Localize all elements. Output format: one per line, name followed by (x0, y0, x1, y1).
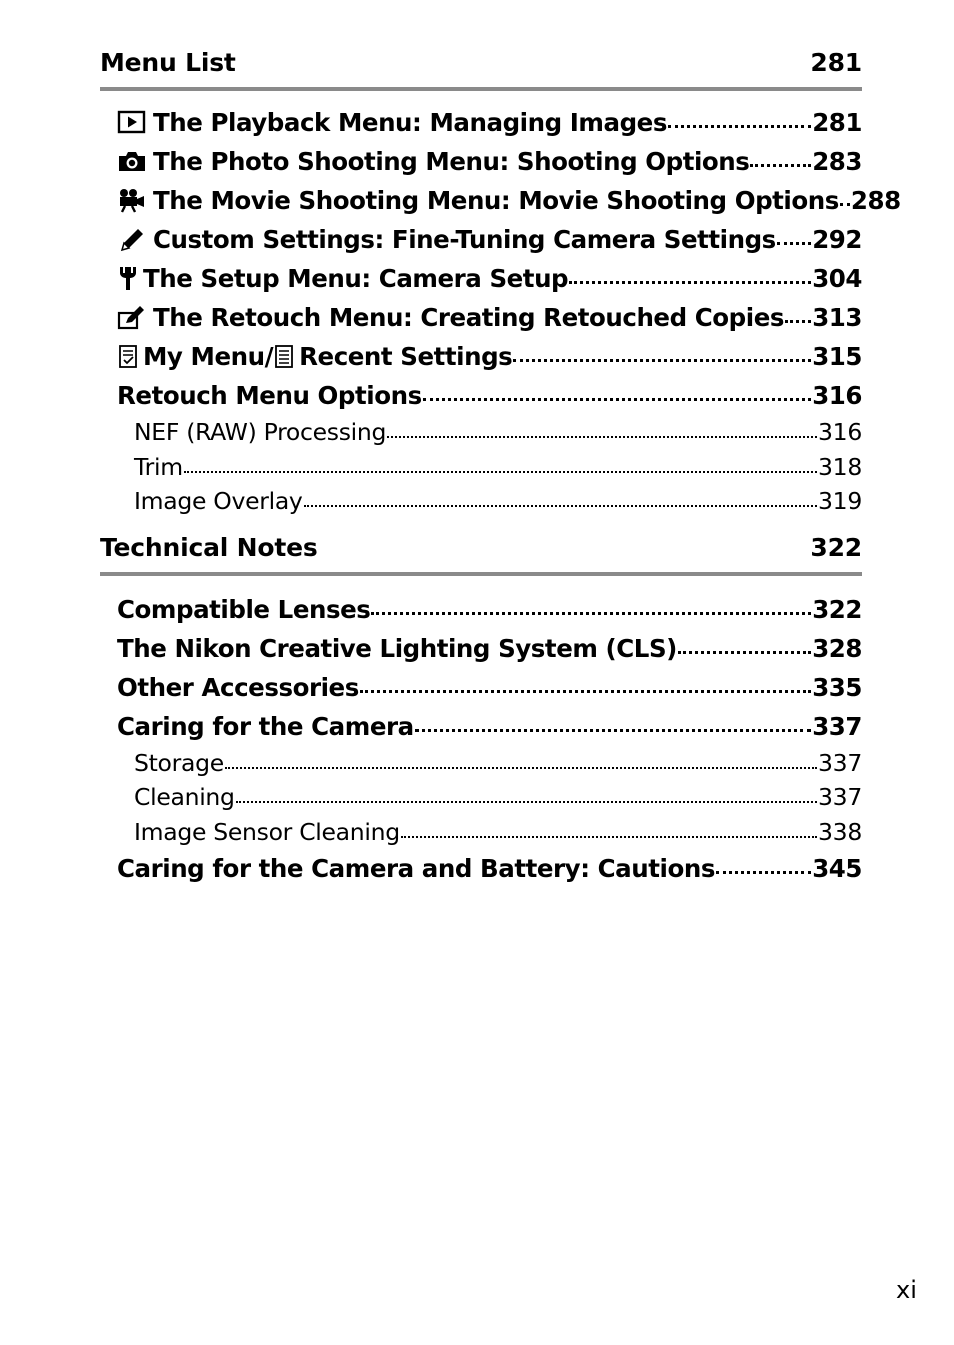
toc-entry-page: 322 (812, 594, 862, 624)
toc-entry-page: 335 (812, 672, 862, 702)
toc-entry-label: The Movie Shooting Menu: Movie Shooting Options (153, 186, 839, 215)
toc-entry-retouch-menu[interactable] (100, 298, 862, 337)
dot-leader (423, 398, 812, 401)
toc-entry-caring-for-camera[interactable] (100, 707, 862, 746)
movie-camera-icon (117, 187, 147, 213)
dot-leader (716, 871, 811, 874)
dot-leader (678, 651, 811, 654)
section-heading-technical-notes[interactable] (100, 533, 862, 576)
toc-entry-label: Custom Settings: Fine-Tuning Camera Settings (153, 225, 776, 254)
dot-leader (668, 125, 811, 128)
dot-leader (415, 729, 811, 732)
toc-entry-other-accessories[interactable] (100, 668, 862, 707)
camera-icon (117, 148, 147, 174)
toc-entry-playback-menu[interactable] (100, 103, 862, 142)
dot-leader (750, 164, 811, 167)
toc-subentry-cleaning[interactable] (100, 780, 862, 815)
dot-leader (304, 505, 818, 507)
section-title: Technical Notes (100, 532, 318, 562)
toc-entry-page: 337 (818, 748, 862, 777)
toc-list-technical-notes (100, 590, 862, 889)
toc-subentry-image-overlay[interactable] (100, 484, 862, 519)
toc-entry-label: The Retouch Menu: Creating Retouched Copies (153, 303, 785, 332)
toc-entry-label: Compatible Lenses (117, 594, 371, 624)
toc-entry-page: 316 (812, 381, 862, 410)
toc-entry-page: 337 (818, 783, 862, 811)
page-folio: xi (896, 1276, 917, 1304)
toc-entry-label: The Photo Shooting Menu: Shooting Options (153, 147, 750, 176)
toc-entry-label-secondary: Recent Settings (299, 342, 513, 371)
toc-entry-my-menu-recent-settings[interactable] (100, 337, 862, 376)
pencil-icon (117, 226, 147, 252)
toc-entry-label: Other Accessories (117, 672, 359, 702)
dot-leader (184, 471, 817, 473)
table-of-contents (100, 48, 901, 888)
section-title: Menu List (100, 48, 236, 77)
toc-entry-movie-shooting-menu[interactable] (100, 181, 901, 220)
dot-leader (785, 320, 811, 323)
toc-entry-page: 283 (812, 147, 862, 176)
toc-entry-retouch-menu-options[interactable] (100, 376, 862, 415)
dot-leader (777, 242, 811, 245)
toc-subentry-trim[interactable] (100, 450, 862, 485)
toc-entry-custom-settings[interactable] (100, 220, 862, 259)
dot-leader (236, 801, 817, 803)
dot-leader (387, 436, 817, 438)
toc-entry-setup-menu[interactable] (100, 259, 862, 298)
toc-entry-page: 281 (812, 108, 862, 137)
toc-entry-label: Cleaning (134, 783, 235, 811)
toc-entry-nikon-cls[interactable] (100, 629, 862, 668)
toc-entry-label: My Menu/ (143, 342, 274, 371)
toc-entry-label: The Setup Menu: Camera Setup (143, 264, 569, 293)
toc-entry-label: The Playback Menu: Managing Images (153, 108, 667, 137)
toc-entry-label: The Nikon Creative Lighting System (CLS) (117, 633, 677, 663)
toc-entry-label: Caring for the Camera and Battery: Cautions (117, 854, 715, 883)
toc-entry-page: 319 (818, 487, 862, 515)
toc-entry-camera-battery-cautions[interactable] (100, 849, 862, 888)
dot-leader (225, 767, 817, 769)
toc-entry-page: 288 (850, 186, 901, 215)
dot-leader (513, 359, 811, 362)
toc-entry-label: NEF (RAW) Processing (134, 418, 387, 446)
dot-leader (360, 690, 811, 693)
dot-leader (401, 836, 817, 838)
toc-entry-label: Retouch Menu Options (117, 381, 422, 410)
toc-entry-label: Trim (134, 452, 183, 481)
dot-leader (371, 612, 811, 615)
dot-leader (569, 281, 811, 284)
toc-entry-page: 316 (818, 418, 862, 446)
toc-entry-page: 315 (812, 342, 862, 371)
toc-list-menu-list (100, 103, 901, 519)
toc-entry-page: 318 (818, 452, 862, 481)
section-page-number: 322 (810, 532, 862, 562)
toc-entry-page: 313 (812, 303, 862, 332)
toc-entry-page: 337 (812, 711, 862, 741)
dot-leader (840, 203, 850, 206)
toc-entry-label: Image Overlay (134, 487, 303, 515)
section-heading-menu-list[interactable] (100, 48, 862, 91)
toc-subentry-nef-raw-processing[interactable] (100, 415, 862, 450)
toc-entry-page: 345 (812, 854, 862, 883)
toc-entry-compatible-lenses[interactable] (100, 590, 862, 629)
toc-entry-label: Image Sensor Cleaning (134, 817, 400, 846)
toc-subentry-image-sensor-cleaning[interactable] (100, 815, 862, 850)
wrench-icon (117, 265, 139, 291)
toc-entry-page: 304 (812, 264, 862, 293)
toc-entry-photo-shooting-menu[interactable] (100, 142, 862, 181)
toc-entry-label: Caring for the Camera (117, 711, 414, 741)
toc-entry-label: Storage (134, 748, 224, 777)
toc-entry-page: 328 (812, 633, 862, 663)
toc-entry-page: 338 (818, 817, 862, 846)
recent-settings-icon (273, 343, 295, 369)
playback-icon (117, 109, 147, 135)
toc-subentry-storage[interactable] (100, 746, 862, 781)
retouch-icon (117, 304, 147, 330)
my-menu-icon (117, 343, 139, 369)
toc-entry-page: 292 (812, 225, 862, 254)
section-page-number: 281 (810, 48, 862, 77)
